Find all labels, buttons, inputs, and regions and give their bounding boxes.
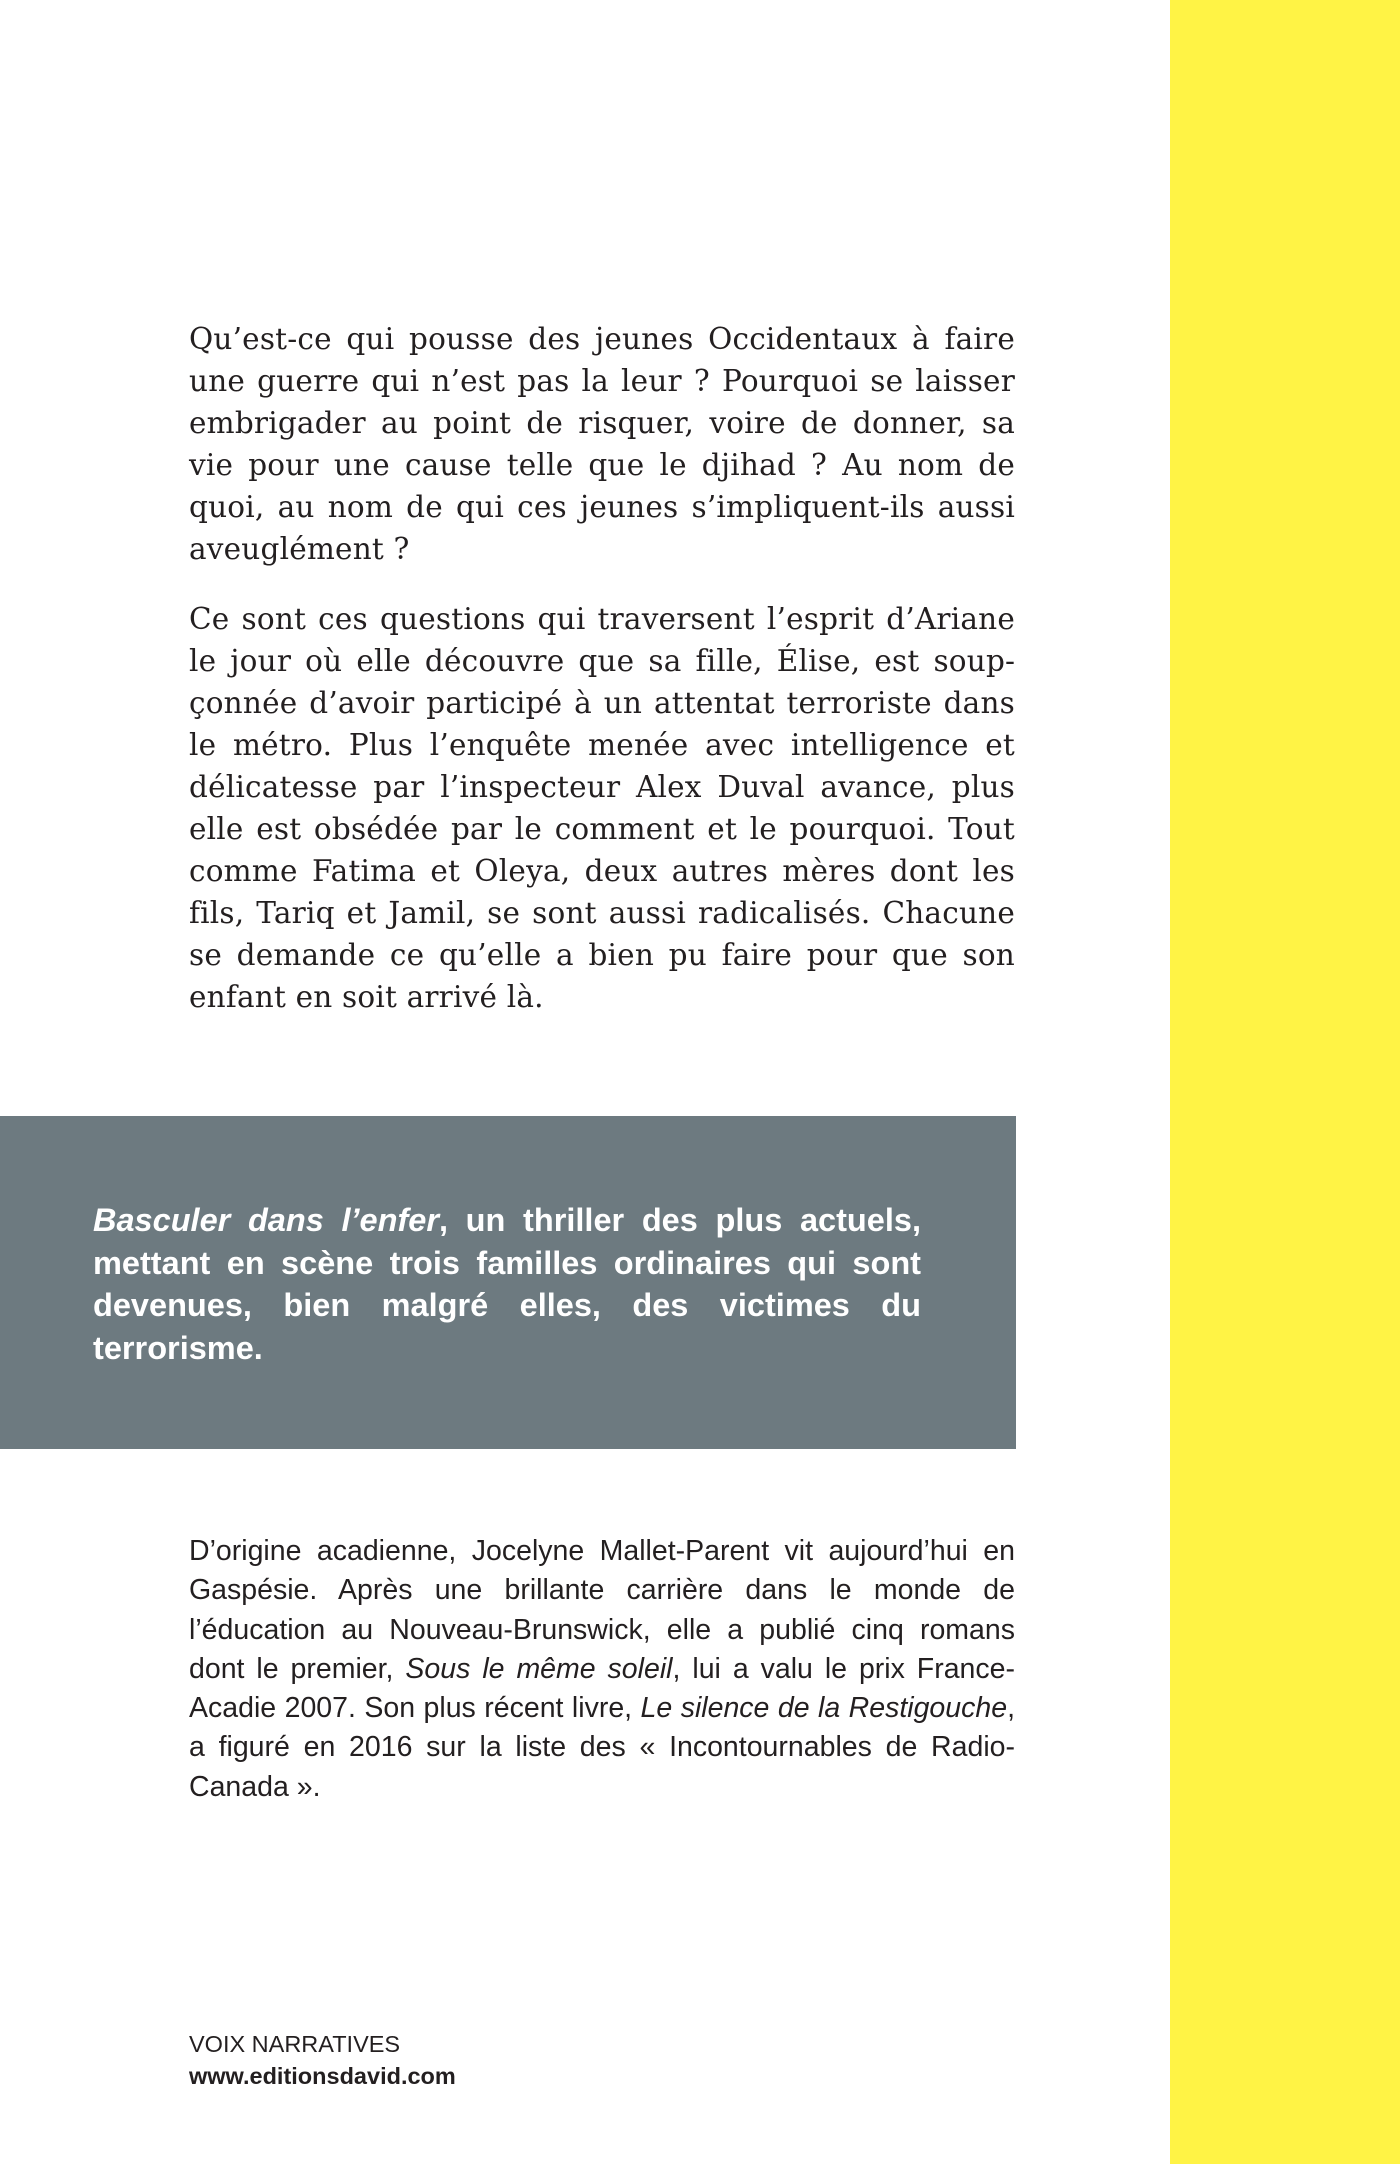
synopsis	[189, 318, 1015, 1046]
bio-part-1: D’origine acadienne, Jocelyne Mallet-Parent vit aujourd’hui en Gaspésie. Après une brillante carrière dans le monde de l’éducation au Nouveau-Brunswick, elle a publié cinq romans dont le premier,	[189, 1535, 1015, 1685]
synopsis-paragraph-1: Qu’est-ce qui pousse des jeunes Occidentaux à faire une guerre qui n’est pas la leur ? Pourquoi se laisser embrigader au point de risquer, voire de donner, sa vie pour une cause telle que le djihad ? Au nom de quoi, au nom de qui ces jeunes s’impliquent-ils aussi aveuglément ?	[189, 322, 1015, 566]
yellow-spine-band	[1170, 0, 1400, 2164]
bio-part-2: , lui a valu le prix France-Acadie 2007. Son plus récent livre,	[189, 1652, 1016, 1725]
collection-name: VOIX NARRATIVES	[189, 2031, 401, 2057]
publisher-website: www.editionsdavid.com	[189, 2063, 456, 2089]
tagline-book-title: Basculer dans l’enfer	[93, 1202, 439, 1238]
synopsis-paragraph-2: Ce sont ces questions qui traversent l’esprit d’Ariane le jour où elle découvre que sa fille, Élise, est soupçonnée d’avoir participé à un attentat terroriste dans le métro. Plus l’enquête menée avec intelligence et délicatesse par l’inspecteur Alex Duval avance, plus elle est obsédée par le comment et le pourquoi. Tout comme Fatima et Oleya, deux autres mères dont les fils, Tariq et Jamil, se sont aussi radicalisés. Chacune se demande ce qu’elle a bien pu faire pour que son enfant en soit arrivé là.	[189, 602, 1015, 1014]
bio-part-3: , a figuré en 2016 sur la liste des « Incontournables de Radio-Canada ».	[189, 1692, 1015, 1803]
tagline-box	[0, 1116, 1016, 1449]
author-bio	[189, 1532, 1015, 1807]
tagline-text: , un thriller des plus actuels, mettant en scène trois familles ordinaires qui sont devenues, bien malgré elles, des victimes du terrorisme.	[93, 1202, 921, 1366]
tagline	[93, 1199, 921, 1369]
bio-book-1: Sous le même soleil	[405, 1652, 673, 1685]
bio-book-2: Le silence de la Restigouche	[640, 1692, 1008, 1725]
